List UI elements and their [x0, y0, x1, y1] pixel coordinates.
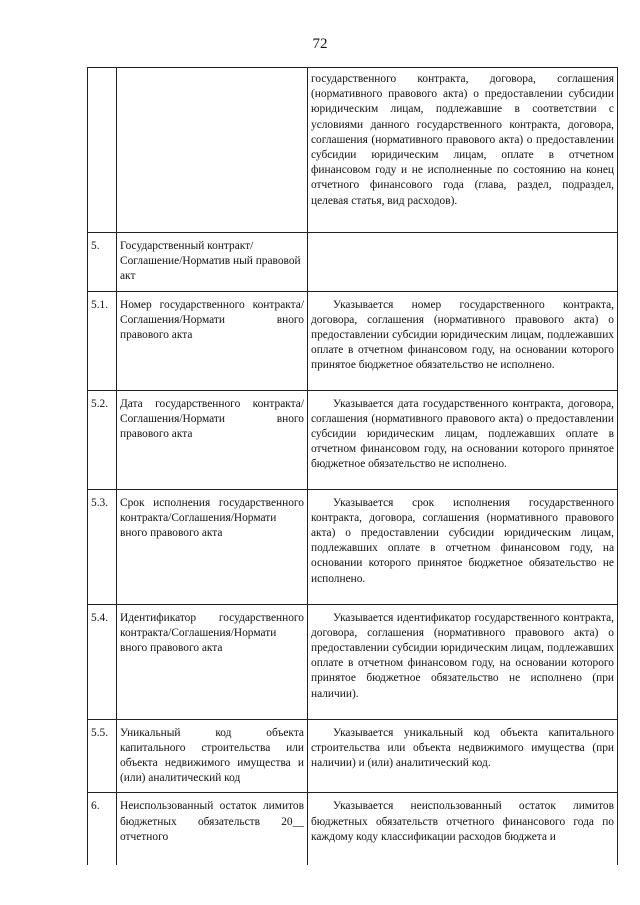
row-description-text: Указывается дата государственного контракта, договора, соглашения (нормативного правового акта) о предоставлении субсидии юридическим лицам, подлежавших оплате в отчетном финансовом году, на основании которого принятое бюджетное обязательство не исполнено. [311, 397, 614, 471]
row-description-cell [308, 719, 618, 793]
row-number-cell: 6. [88, 793, 117, 866]
row-description-cell [308, 489, 618, 604]
table-row [88, 719, 618, 793]
row-name-cell: Идентификатор государственного контракта/Соглашения/Нормати вного правового акта [117, 604, 308, 719]
row-description-cell [308, 233, 618, 292]
row-name-cell: Государственный контракт/Соглашение/Норматив ный правовой акт [117, 233, 308, 292]
row-description-text: Указывается срок исполнения государственного контракта, договора, соглашения (нормативного правового акта) о предоставлении субсидии юридическим лицам, подлежавших оплате в отчетном финансовом году, на основании которого принятое бюджетное обязательство не исполнено. [311, 496, 614, 585]
row-description-text: Указывается неиспользованный остаток лимитов бюджетных обязательств отчетного финансового года по каждому коду классификации расходов бюджета и [311, 800, 614, 843]
row-description-text: Указывается идентификатор государственного контракта, договора, соглашения (нормативного правового акта) о предоставлении субсидии юридическим лицам, подлежавших оплате в отчетном финансовом году, на основании которого принятое бюджетное обязательство не исполнено (при наличии). [311, 611, 614, 700]
row-description-cell [308, 604, 618, 719]
row-number-cell: 5.5. [88, 719, 117, 793]
table-row [88, 233, 618, 292]
table-row [88, 68, 618, 233]
row-number-cell: 5.3. [88, 489, 117, 604]
row-name-cell [117, 68, 308, 233]
page-number: 72 [312, 36, 328, 52]
row-description-text: государственного контракта, договора, соглашения (нормативного правового акта) о предоставлении субсидии юридическим лицам, подлежавшие в соответствии с условиями данного государственного контракта, договора, соглашения (нормативного правового акта) о предоставлении субсидии юридическим лицам, оплате в отчетном финансовом году и не исполненные по состоянию на конец отчетного финансового года (глава, раздел, подраздел, целевая статья, вид расходов). [311, 73, 614, 207]
row-number-cell: 5.2. [88, 390, 117, 489]
table-row [88, 291, 618, 390]
document-table [87, 67, 618, 865]
table-row [88, 489, 618, 604]
row-name-cell: Дата государственного контракта/Соглашения/Нормати вного правового акта [117, 390, 308, 489]
row-name-cell: Неиспользованный остаток лимитов бюджетных обязательств 20__ отчетного [117, 793, 308, 866]
row-description-text: Указывается уникальный код объекта капитального строительства или объекта недвижимого имущества (при наличии) и (или) аналитический код. [311, 726, 614, 770]
row-number-cell [88, 68, 117, 233]
row-description-cell [308, 68, 618, 233]
row-description-cell [308, 291, 618, 390]
row-description-cell [308, 793, 618, 866]
row-number-cell: 5. [88, 233, 117, 292]
table-row [88, 390, 618, 489]
row-name-cell: Уникальный код объекта капитального строительства или объекта недвижимого имущества и (или) аналитический код [117, 719, 308, 793]
row-description-cell [308, 390, 618, 489]
row-number-cell: 5.1. [88, 291, 117, 390]
row-description-text: Указывается номер государственного контракта, договора, соглашения (нормативного правового акта) о предоставлении субсидии юридическим лицам, подлежавших оплате в отчетном финансовом году, на основании которого принятое бюджетное обязательство не исполнено. [311, 298, 614, 372]
row-name-cell: Номер государственного контракта/Соглашения/Нормати вного правового акта [117, 291, 308, 390]
table-row [88, 604, 618, 719]
row-number-cell: 5.4. [88, 604, 117, 719]
table-row [88, 793, 618, 866]
row-name-cell: Срок исполнения государственного контракта/Соглашения/Нормати вного правового акта [117, 489, 308, 604]
